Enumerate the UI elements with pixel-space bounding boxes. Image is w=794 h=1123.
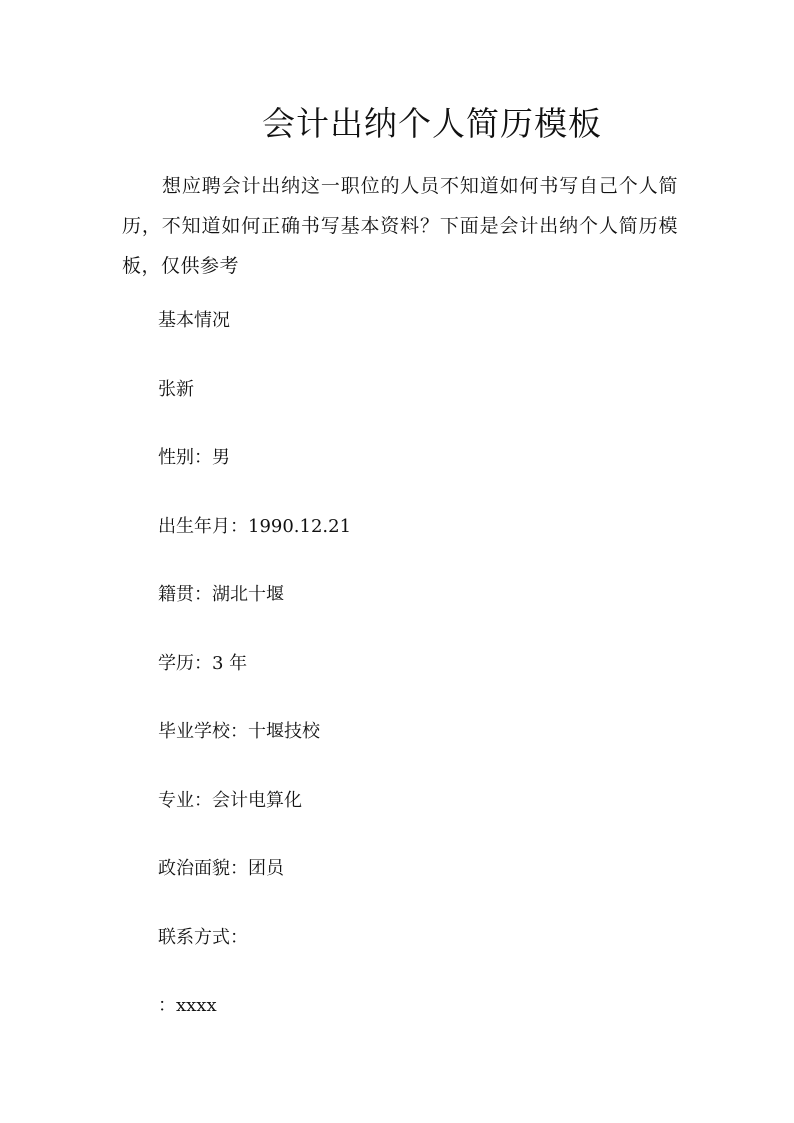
field-contact-value: ：xxxx (158, 995, 217, 1016)
section-heading-basic-info: 基本情况 (158, 310, 230, 331)
field-native-place: 籍贯：湖北十堰 (158, 584, 284, 605)
intro-paragraph: 想应聘会计出纳这一职位的人员不知道如何书写自己个人简历，不知道如何正确书写基本资料？下面是会计出纳个人简历模板，仅供参考 (122, 175, 678, 277)
field-birth-date: 出生年月：1990.12.21 (158, 515, 352, 537)
field-gender: 性别：男 (158, 447, 230, 468)
document-title: 会计出纳个人简历模板 (262, 104, 602, 143)
field-name: 张新 (158, 378, 194, 400)
field-education: 学历：3 年 (158, 652, 248, 674)
field-major: 专业：会计电算化 (158, 789, 302, 811)
field-political-status: 政治面貌：团员 (158, 858, 284, 879)
resume-fields (158, 306, 678, 1060)
field-contact-label: 联系方式： (158, 926, 248, 948)
field-school: 毕业学校：十堰技校 (158, 721, 320, 742)
